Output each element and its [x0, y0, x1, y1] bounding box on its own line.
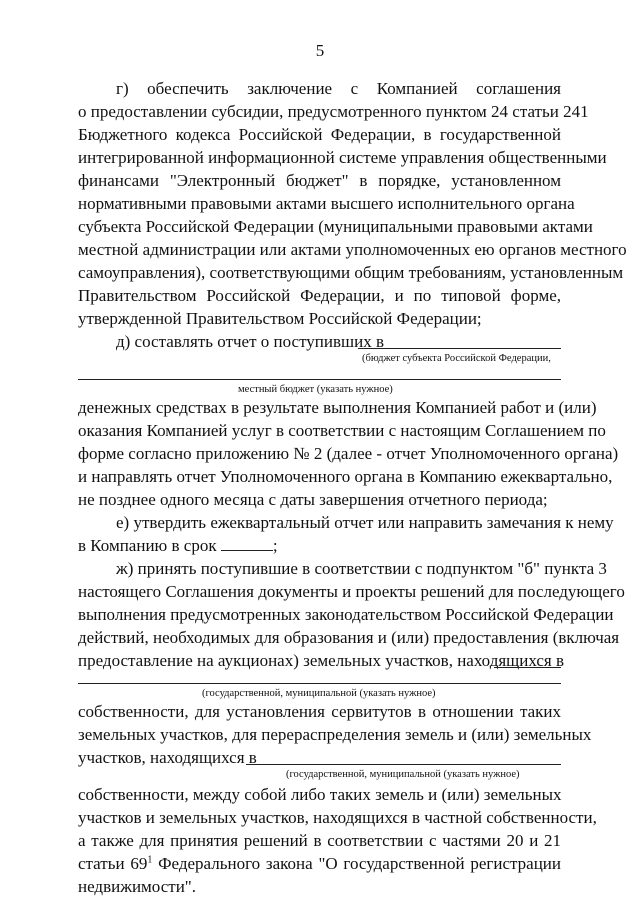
- para-zh-line: предоставление на аукционах) земельных участков, находящихся в: [78, 651, 565, 670]
- page-number: 5: [315, 41, 325, 60]
- para-zh-line: земельных участков, для перераспределения земель и (или) земельных: [78, 725, 592, 744]
- para-zh-line: участков, находящихся в: [78, 748, 257, 767]
- para-zh-line: выполнения предусмотренных законодательством Российской Федерации: [78, 605, 614, 624]
- para-zh-line: ж) принять поступившие в соответствии с подпунктом "б" пункта 3: [116, 559, 607, 578]
- para-zh-line: настоящего Соглашения документы и проекты решений для последующего: [78, 582, 625, 601]
- para-zh-line: а также для принятия решений в соответствии с частями 20 и 21: [78, 831, 561, 850]
- blank-line: [221, 536, 273, 551]
- field-caption: (бюджет субъекта Российской Федерации,: [362, 353, 551, 364]
- para-zh-line: [78, 854, 561, 874]
- para-e-line: е) утвердить ежеквартальный отчет или направить замечания к нему: [116, 513, 614, 532]
- para-d-line: форме согласно приложению № 2 (далее - отчет Уполномоченного органа): [78, 444, 619, 463]
- para-g-line: утвержденной Правительством Российской Федерации;: [78, 309, 482, 328]
- para-e-end: ;: [272, 536, 278, 555]
- blank-line: [358, 348, 561, 349]
- para-zh-line: действий, необходимых для образования и (или) предоставления (включая: [78, 628, 620, 647]
- law-title: Федерального закона "О государственной регистрации: [152, 854, 561, 873]
- para-d-line: денежных средствах в результате выполнения Компанией работ и (или): [78, 398, 597, 417]
- para-g-line: финансами "Электронный бюджет" в порядке, установленном: [78, 171, 561, 190]
- law-article: статьи 69: [78, 854, 148, 873]
- blank-line: [78, 683, 561, 684]
- blank-line: [78, 379, 561, 380]
- blank-line: [246, 764, 561, 765]
- para-g-line: местной администрации или актами уполномоченных ею органов местного: [78, 240, 627, 259]
- para-g-line: Правительством Российской Федерации, и по типовой форме,: [78, 286, 561, 305]
- blank-line: [494, 667, 561, 668]
- field-caption: (государственной, муниципальной (указать нужное): [286, 769, 520, 780]
- superscript: 1: [147, 854, 153, 866]
- para-d-line: и направлять отчет Уполномоченного органа в Компанию ежеквартально,: [78, 467, 613, 486]
- para-g-line: интегрированной информационной системе управления общественными: [78, 148, 607, 167]
- para-g-line: Бюджетного кодекса Российской Федерации, в государственной: [78, 125, 561, 144]
- para-zh-line: участков и земельных участков, находящихся в частной собственности,: [78, 808, 597, 827]
- field-caption: (государственной, муниципальной (указать нужное): [202, 688, 436, 699]
- para-zh-line: недвижимости".: [78, 877, 196, 896]
- para-e-line: [78, 536, 278, 556]
- para-g-line: о предоставлении субсидии, предусмотренного пунктом 24 статьи 241: [78, 102, 589, 121]
- para-zh-line: собственности, между собой либо таких земель и (или) земельных: [78, 785, 562, 804]
- para-d-line: оказания Компанией услуг в соответствии с настоящим Соглашением по: [78, 421, 606, 440]
- para-g-line: субъекта Российской Федерации (муниципальными правовыми актами: [78, 217, 593, 236]
- para-g-line: самоуправления), соответствующими общим требованиям, установленным: [78, 263, 624, 282]
- para-g-line: нормативными правовыми актами высшего исполнительного органа: [78, 194, 575, 213]
- para-d-line: не позднее одного месяца с даты завершения отчетного периода;: [78, 490, 548, 509]
- para-zh-line: собственности, для установления сервитутов в отношении таких: [78, 702, 561, 721]
- field-caption: местный бюджет (указать нужное): [238, 384, 393, 395]
- para-g-line: г) обеспечить заключение с Компанией соглашения: [116, 79, 561, 98]
- para-d-first-line: д) составлять отчет о поступивших в: [116, 332, 384, 351]
- para-e-text: в Компанию в срок: [78, 536, 217, 555]
